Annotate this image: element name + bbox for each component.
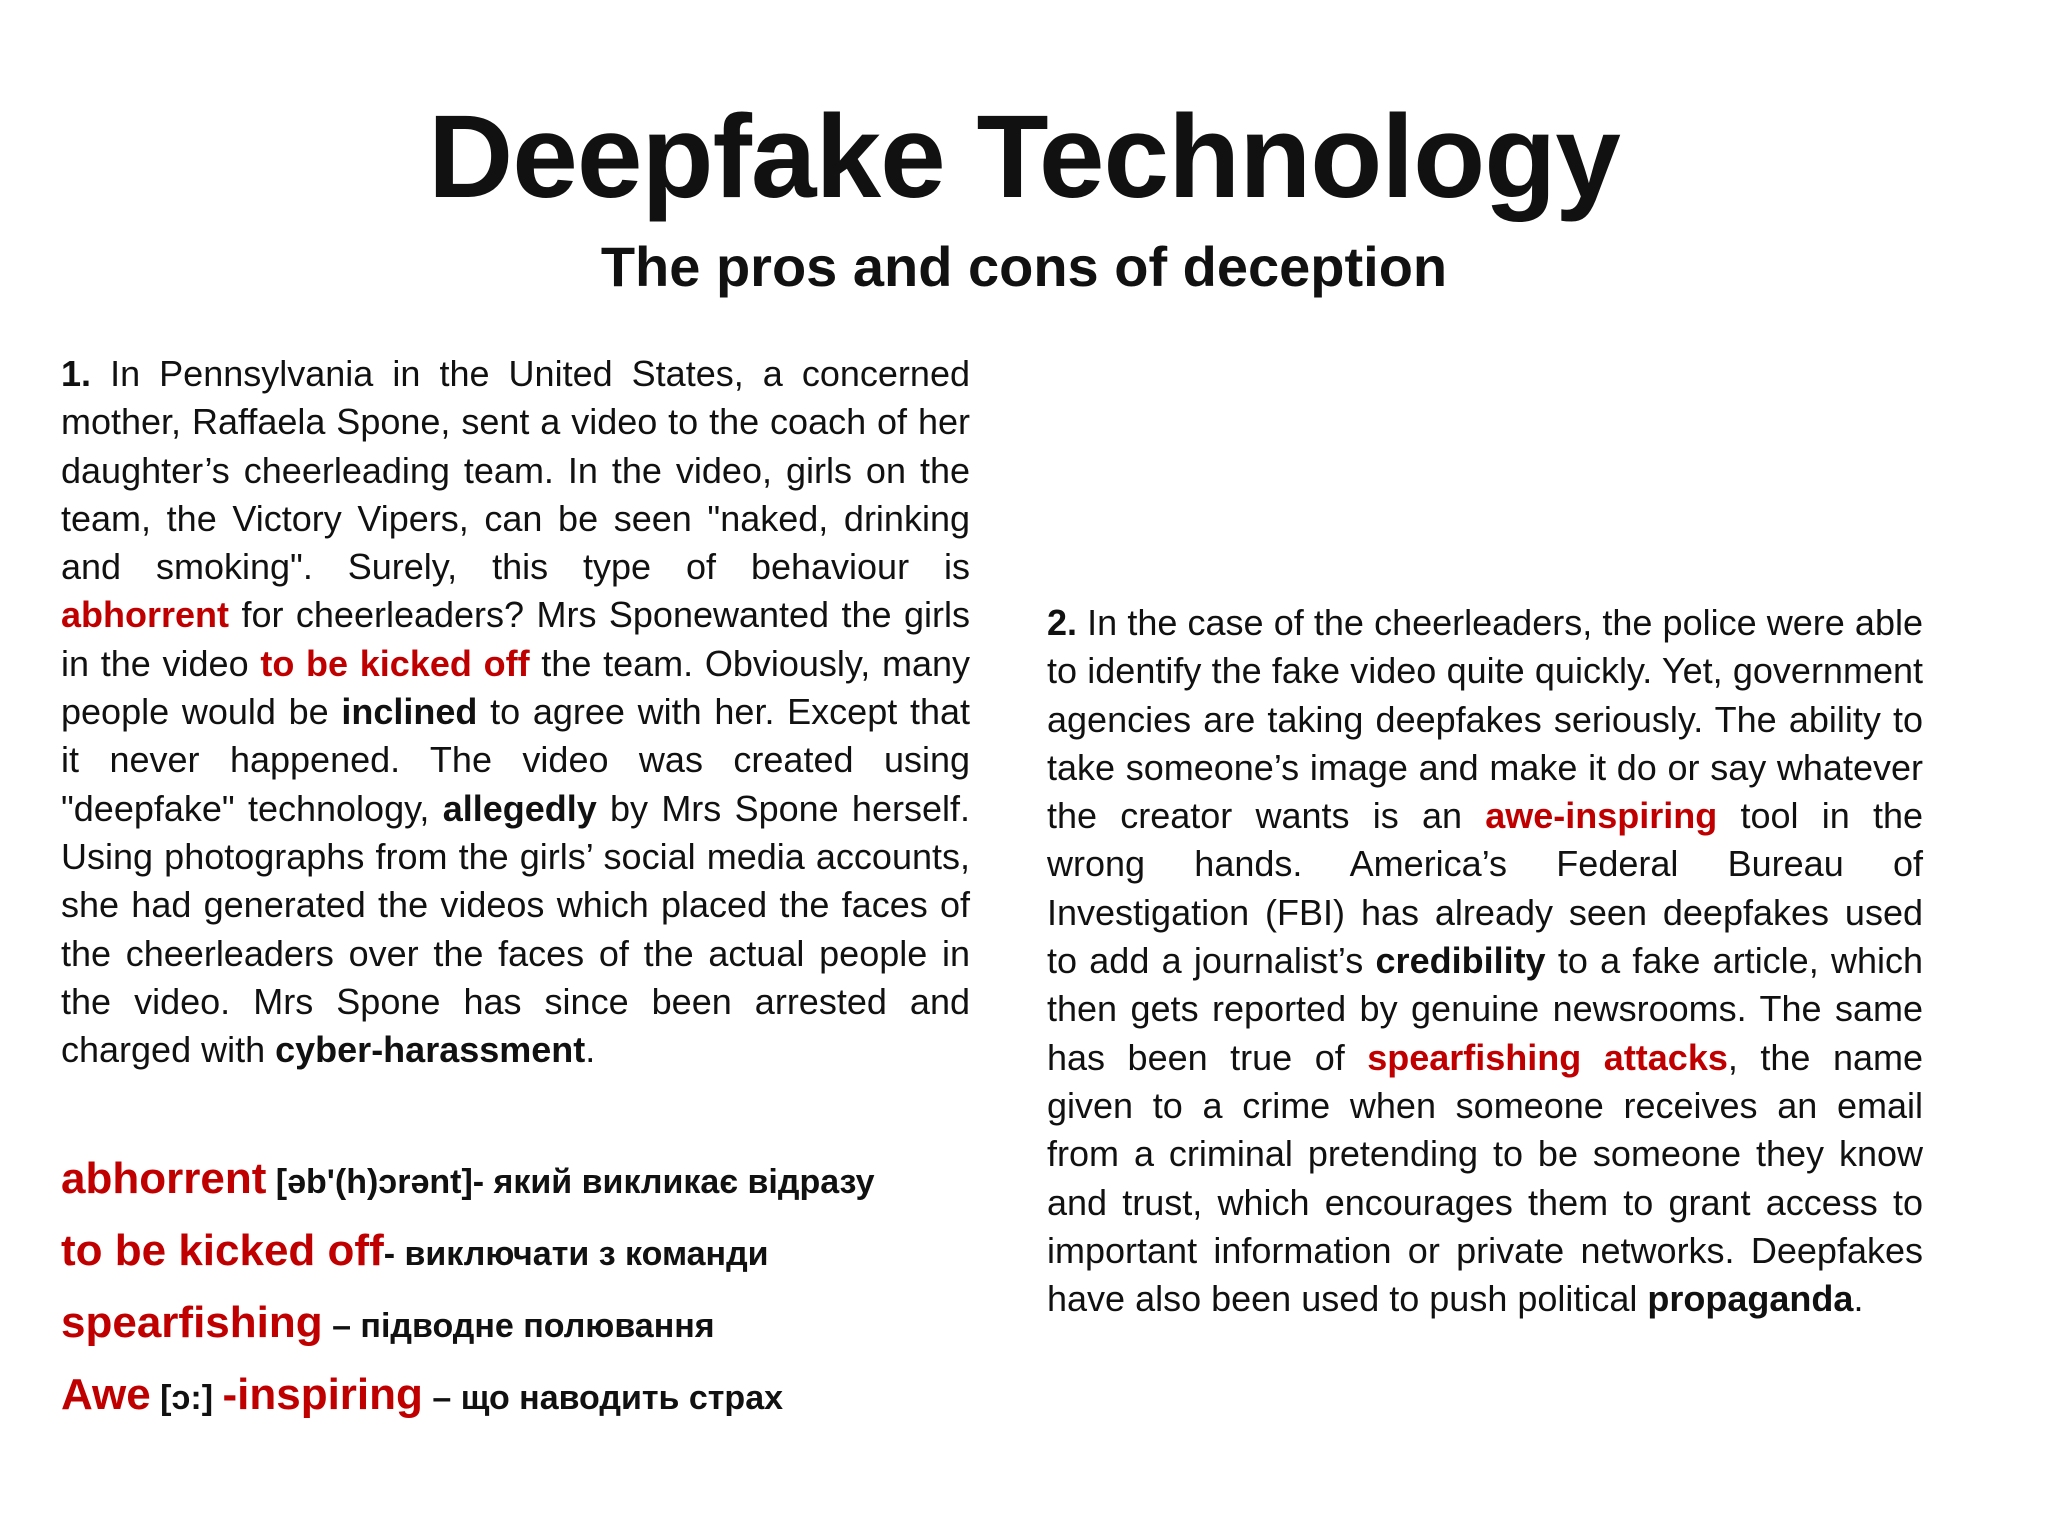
vocab-translation: [əb'(h)ɔrənt]- який викликає відразу bbox=[266, 1163, 875, 1201]
paragraph-1-text-2: for cheerleaders? Mrs Sponewanted the girls in the video bbox=[61, 594, 970, 684]
paragraph-2-text-3: to a fake article, which then gets reported by genuine newsrooms. The same has been true of bbox=[1047, 940, 1923, 1078]
vocab-term: spearfishing bbox=[61, 1298, 323, 1347]
paragraph-2-text-5: . bbox=[1853, 1278, 1864, 1320]
vocab-item-abhorrent bbox=[61, 1148, 1041, 1220]
paragraph-2 bbox=[1047, 599, 1923, 1323]
paragraph-1-text-3: the team. Obviously, many people would be bbox=[61, 642, 970, 733]
paragraph-2-text-2: tool in the wrong hands. America’s Federal Bureau of Investigation (FBI) has already seen deepfakes used to add a journalist’s bbox=[1047, 795, 1923, 982]
vocab-item-awe-inspiring bbox=[61, 1364, 1041, 1436]
vocab-translation: – підводне полювання bbox=[322, 1307, 715, 1345]
paragraph-1-text-6: . bbox=[585, 1029, 596, 1071]
keyword-propaganda: propaganda bbox=[1647, 1278, 1854, 1320]
vocab-translation: - виключати з команди bbox=[383, 1235, 769, 1273]
keyword-to-be-kicked-off: to be kicked off bbox=[260, 642, 530, 684]
page-subtitle: The pros and cons of deception bbox=[600, 235, 1448, 298]
vocab-term: to be kicked off bbox=[61, 1226, 384, 1275]
vocab-translation: – що наводить страх bbox=[422, 1379, 784, 1417]
vocab-term: Awe bbox=[61, 1370, 151, 1419]
paragraph-1-text-5: by Mrs Spone herself. Using photographs from the girls’ social media accounts, she had generated the videos which placed the faces of the cheerleaders over the faces of the actual people in the video. Mrs Spone has since been arrested and charged with bbox=[61, 787, 970, 1071]
paragraph-2-number: 2. bbox=[1047, 602, 1078, 643]
page-title: Deepfake Technology bbox=[428, 91, 1620, 223]
keyword-allegedly: allegedly bbox=[442, 787, 597, 829]
keyword-awe-inspiring: awe-inspiring bbox=[1485, 795, 1718, 837]
paragraph-2-text-4: , the name given to a crime when someone receives an email from a criminal pretending to be someone they know and trust, which encourages them to grant access to important information or private networks. Deepfakes have also been used to push political bbox=[1047, 1036, 1924, 1320]
keyword-abhorrent: abhorrent bbox=[61, 594, 230, 636]
paragraph-1-text-1: In Pennsylvania in the United States, a concerned mother, Raffaela Spone, sent a video to the coach of her daughter’s cheerleading team. In the video, girls on the team, the Victory Vipers, can be seen "naked, drinking and smoking". Surely, this type of behaviour is bbox=[61, 353, 970, 588]
keyword-cyber-harassment: cyber-harassment bbox=[275, 1029, 586, 1071]
vocabulary-list bbox=[61, 1148, 1041, 1436]
vocab-item-spearfishing bbox=[61, 1292, 1041, 1364]
vocab-term-suffix: -inspiring bbox=[222, 1370, 423, 1419]
keyword-inclined: inclined bbox=[341, 691, 478, 733]
paragraph-2-text-1: In the case of the cheerleaders, the police were able to identify the fake video quite quickly. Yet, government agencies are taking deepfakes seriously. The ability to take someone’s image and make it do or say whatever the creator wants is an bbox=[1047, 602, 1923, 837]
keyword-spearfishing-attacks: spearfishing attacks bbox=[1367, 1036, 1728, 1078]
vocab-transcription: [ɔ:] bbox=[150, 1379, 223, 1417]
paragraph-1-number: 1. bbox=[61, 353, 92, 394]
keyword-credibility: credibility bbox=[1375, 940, 1546, 982]
paragraph-1-text-4: to agree with her. Except that it never happened. The video was created using "deepfake" technology, bbox=[61, 691, 970, 829]
vocab-term: abhorrent bbox=[61, 1154, 267, 1203]
vocab-item-to-be-kicked-off bbox=[61, 1220, 1041, 1292]
paragraph-1 bbox=[61, 350, 970, 1074]
